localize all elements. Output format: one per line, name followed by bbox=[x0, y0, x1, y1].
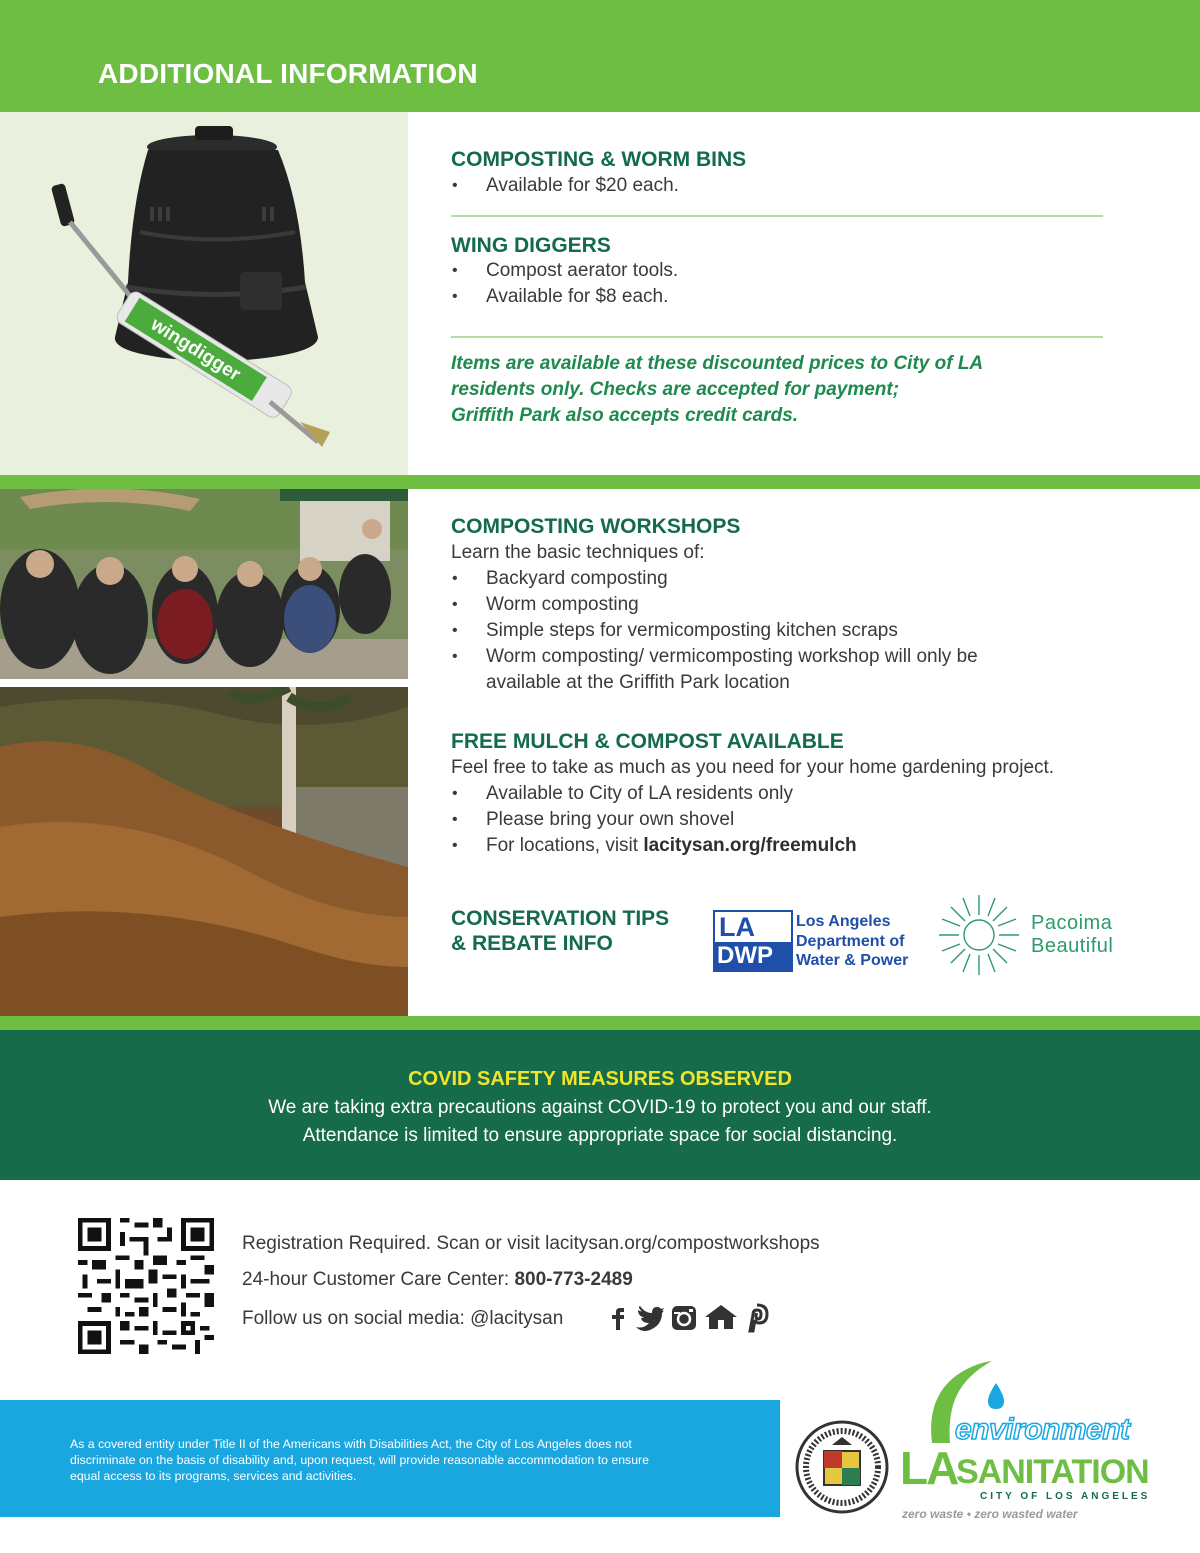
list-item: • For locations, visit lacitysan.org/freemulch bbox=[451, 833, 1131, 859]
bin-image-panel bbox=[0, 112, 408, 475]
logo-city-text: CITY OF LOS ANGELES bbox=[980, 1491, 1151, 1502]
ada-statement: As a covered entity under Title II of the Americans with Disabilities Act, the City of Los Angeles does not discriminate on the basis of disability and, upon request, will provide reasonable accommodation to ensure equal access to its programs, services and activities. bbox=[70, 1437, 649, 1483]
customer-care-line: 24-hour Customer Care Center: 800-773-2489 bbox=[242, 1269, 633, 1290]
list-item-continuation: available at the Griffith Park location bbox=[486, 672, 790, 693]
nextdoor-house-icon[interactable] bbox=[704, 1303, 738, 1331]
list-item: • Available to City of LA residents only bbox=[451, 781, 1131, 807]
covid-title: COVID SAFETY MEASURES OBSERVED bbox=[408, 1068, 792, 1090]
logo-la-text: LA bbox=[900, 1442, 958, 1494]
list-item: • Worm composting bbox=[451, 592, 1131, 618]
header-band bbox=[0, 0, 1200, 112]
freemulch-link[interactable]: lacitysan.org/freemulch bbox=[643, 835, 857, 856]
workshops-list bbox=[451, 566, 1131, 670]
mulch-heading: FREE MULCH & COMPOST AVAILABLE bbox=[451, 730, 844, 753]
compostworkshops-link[interactable]: lacitysan.org/compostworkshops bbox=[545, 1233, 820, 1254]
bins-list bbox=[451, 173, 679, 199]
ladwp-name: Los Angeles Department of Water & Power bbox=[796, 913, 909, 969]
list-item: • Please bring your own shovel bbox=[451, 807, 1131, 833]
list-item: • Compost aerator tools. bbox=[451, 258, 678, 284]
sun-icon bbox=[937, 893, 1021, 977]
list-item: • Backyard composting bbox=[451, 566, 1131, 592]
conservation-heading: CONSERVATION TIPS & REBATE INFO bbox=[451, 907, 670, 955]
list-item: • Simple steps for vermicomposting kitchen scraps bbox=[451, 618, 1131, 644]
wingdigger-label: wingdigger bbox=[146, 314, 245, 386]
diggers-list bbox=[451, 258, 678, 310]
city-seal-icon bbox=[794, 1417, 890, 1517]
covid-band bbox=[0, 1030, 1200, 1180]
pacoima-beautiful-logo[interactable]: Pacoima Beautiful bbox=[1031, 912, 1114, 957]
facebook-icon[interactable] bbox=[608, 1304, 628, 1332]
pinterest-icon[interactable] bbox=[744, 1303, 770, 1333]
social-line: Follow us on social media: @lacitysan bbox=[242, 1308, 564, 1329]
bins-heading: COMPOSTING & WORM BINS bbox=[451, 148, 747, 171]
logo-environment-text: environment bbox=[955, 1413, 1130, 1446]
logo-tagline: zero waste • zero wasted water bbox=[902, 1507, 1078, 1521]
mulch-list bbox=[451, 781, 1131, 859]
ladwp-logo[interactable]: LA DWP bbox=[713, 910, 793, 972]
covid-line-1: We are taking extra precautions against COVID-19 to protect you and our staff. bbox=[268, 1097, 932, 1118]
workshops-heading: COMPOSTING WORKSHOPS bbox=[451, 515, 741, 538]
compost-bin-image bbox=[0, 112, 408, 475]
workshop-photo bbox=[0, 489, 408, 679]
list-item: • Worm composting/ vermicomposting workshop will only be bbox=[451, 644, 1131, 670]
discount-note: Items are available at these discounted prices to City of LA residents only. Checks are accepted for payment; Griffith Park also accepts credit cards. bbox=[451, 353, 984, 426]
divider bbox=[451, 336, 1103, 338]
covid-line-2: Attendance is limited to ensure appropriate space for social distancing. bbox=[302, 1125, 898, 1146]
workshops-intro: Learn the basic techniques of: bbox=[451, 542, 705, 563]
qr-code[interactable] bbox=[78, 1218, 214, 1354]
page-title: ADDITIONAL INFORMATION bbox=[98, 58, 478, 89]
logo-area bbox=[780, 1355, 1200, 1553]
phone-number[interactable]: 800-773-2489 bbox=[514, 1269, 633, 1290]
list-item: • Available for $20 each. bbox=[451, 173, 679, 199]
divider-band bbox=[0, 1016, 1200, 1030]
list-item: • Available for $8 each. bbox=[451, 284, 678, 310]
social-handle[interactable]: @lacitysan bbox=[470, 1308, 564, 1329]
mulch-photo bbox=[0, 687, 408, 1016]
diggers-heading: WING DIGGERS bbox=[451, 234, 611, 257]
logo-sanitation-text: SANITATION bbox=[956, 1453, 1149, 1491]
mulch-intro: Feel free to take as much as you need for your home gardening project. bbox=[451, 757, 1055, 778]
twitter-icon[interactable] bbox=[634, 1305, 664, 1331]
divider-band bbox=[0, 475, 1200, 489]
instagram-icon[interactable] bbox=[670, 1304, 698, 1332]
divider bbox=[451, 215, 1103, 217]
registration-line: Registration Required. Scan or visit lacitysan.org/compostworkshops bbox=[242, 1233, 820, 1254]
